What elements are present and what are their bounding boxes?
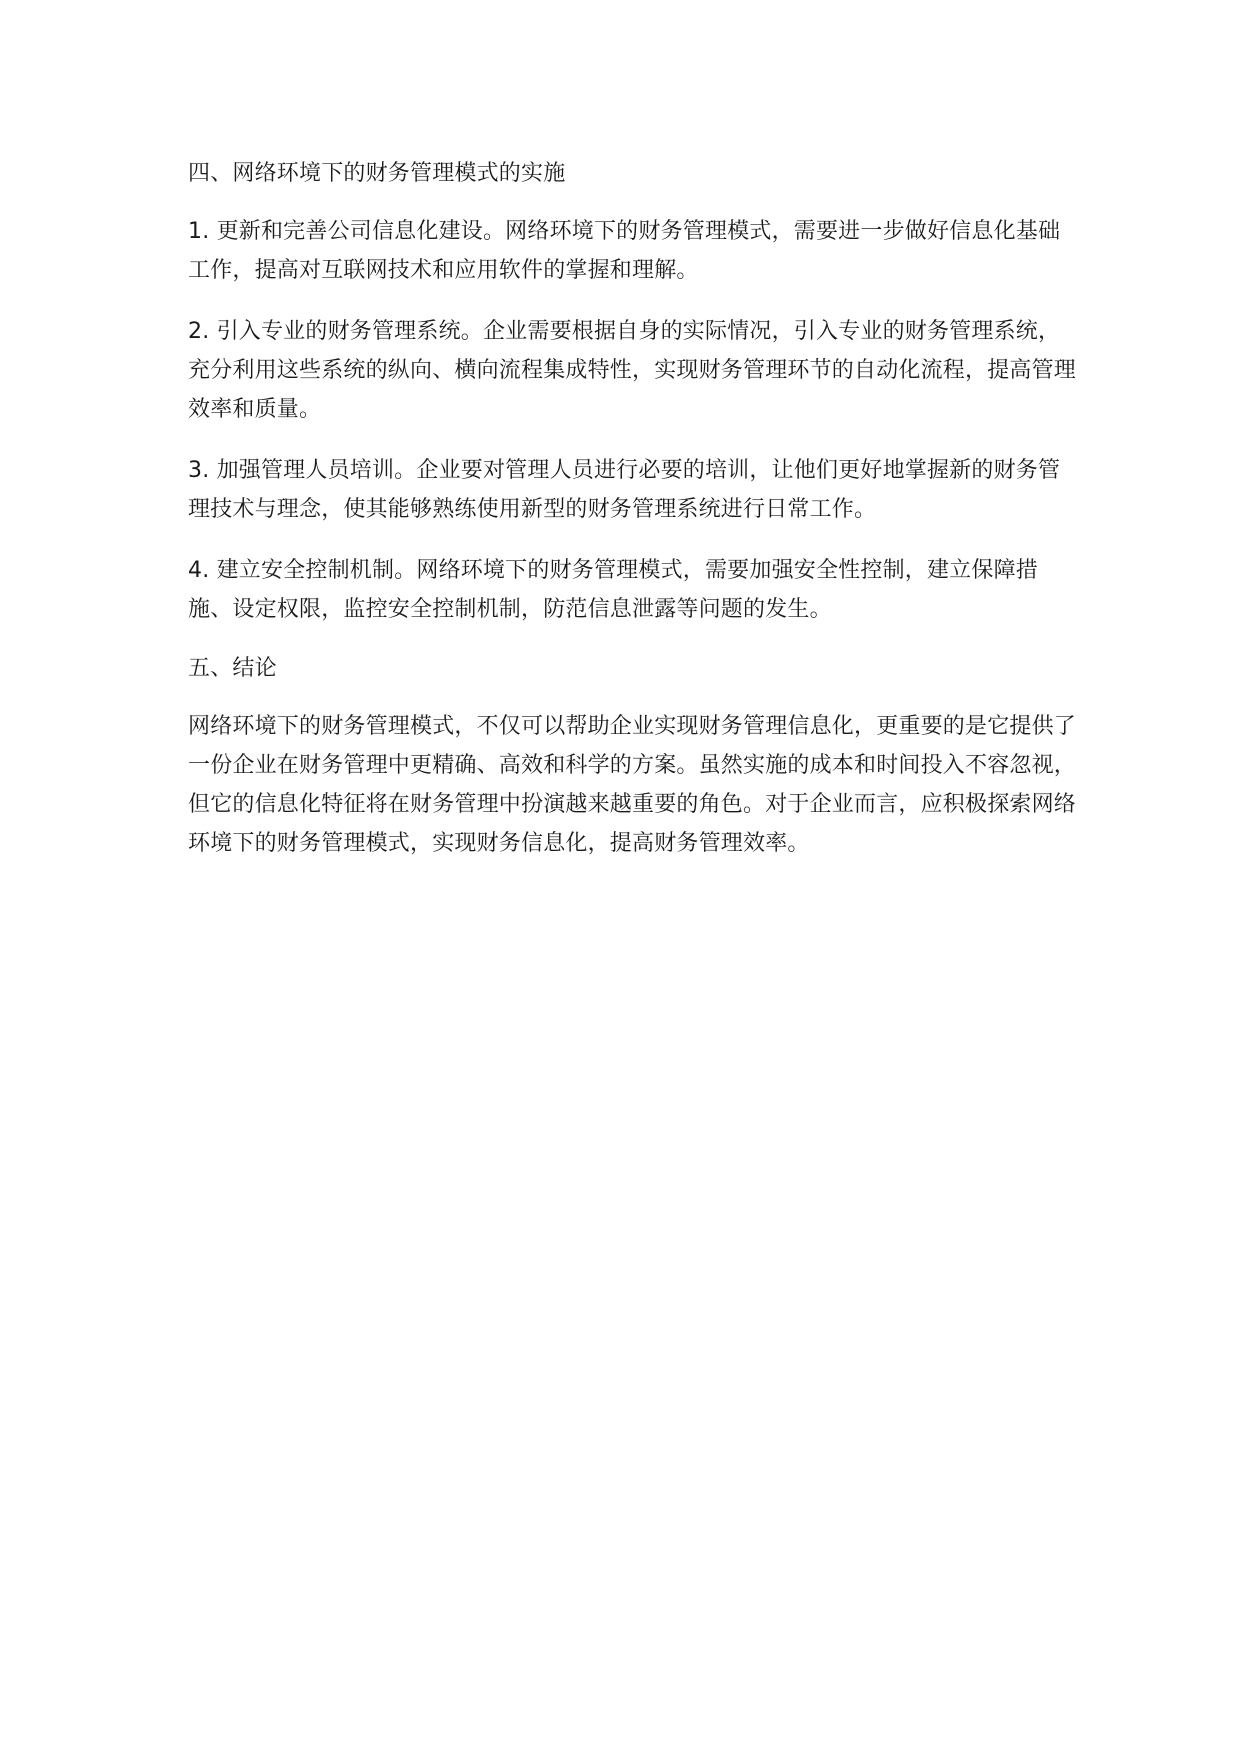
document-body	[188, 156, 1078, 885]
section-4-heading: 四、网络环境下的财务管理模式的实施	[188, 161, 566, 186]
section-5-paragraph: 网络环境下的财务管理模式，不仅可以帮助企业实现财务管理信息化，更重要的是它提供了一份企业在财务管理中更精确、高效和科学的方案。虽然实施的成本和时间投入不容忽视，但它的信息化特征将在财务管理中扮演越来越重要的角色。对于企业而言，应积极探索网络环境下的财务管理模式，实现财务信息化，提高财务管理效率。	[188, 714, 1077, 856]
section-5-heading: 五、结论	[188, 656, 277, 681]
section-4-item-1: 1. 更新和完善公司信息化建设。网络环境下的财务管理模式，需要进一步做好信息化基础工作，提高对互联网技术和应用软件的掌握和理解。	[188, 219, 1061, 283]
section-4-item-2: 2. 引入专业的财务管理系统。企业需要根据自身的实际情况，引入专业的财务管理系统，充分利用这些系统的纵向、横向流程集成特性，实现财务管理环节的自动化流程，提高管理效率和质量。	[188, 319, 1077, 422]
section-4-item-4: 4. 建立安全控制机制。网络环境下的财务管理模式，需要加强安全性控制，建立保障措施、设定权限，监控安全控制机制，防范信息泄露等问题的发生。	[188, 558, 1038, 622]
section-4-item-3: 3. 加强管理人员培训。企业要对管理人员进行必要的培训，让他们更好地掌握新的财务管理技术与理念，使其能够熟练使用新型的财务管理系统进行日常工作。	[188, 458, 1061, 522]
